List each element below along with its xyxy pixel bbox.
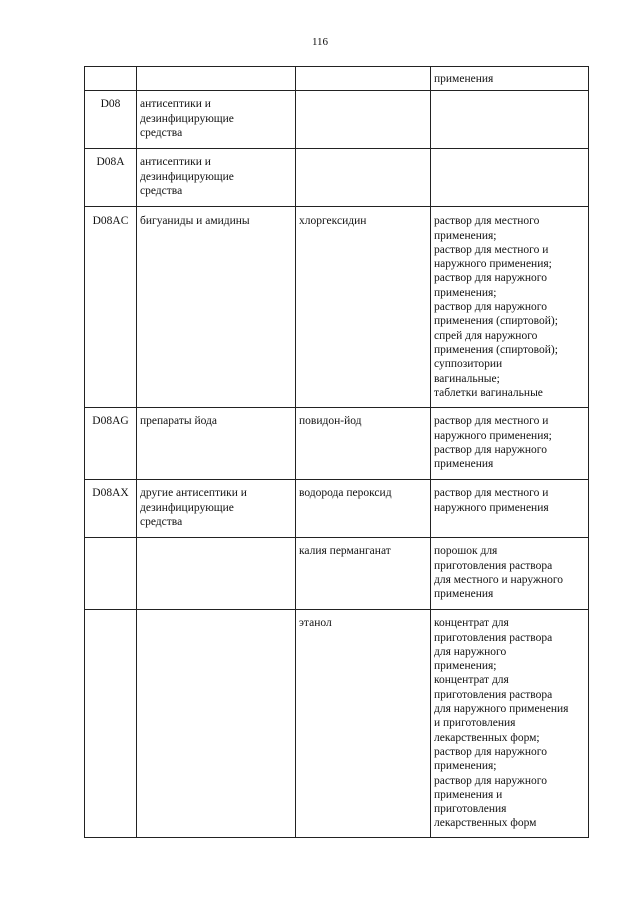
dosage-form-line: применения (434, 73, 494, 85)
page-number: 116 (311, 36, 329, 48)
table-row (85, 610, 589, 838)
dosage-form-line: применения (спиртовой); (434, 315, 558, 328)
dosage-forms-cell (431, 538, 589, 610)
drug-name-cell (296, 67, 431, 91)
drug-name: этанол (299, 617, 332, 630)
atc-code-cell (85, 408, 137, 480)
dosage-forms-cell (431, 67, 589, 91)
dosage-form-line: раствор для местного и (434, 487, 549, 500)
atc-code-cell (85, 67, 137, 91)
table-row (85, 538, 589, 610)
atc-code: D08 (100, 98, 121, 111)
drug-name: калия перманганат (299, 545, 391, 558)
dosage-form-line: для наружного применения (434, 703, 569, 716)
dosage-form-line: раствор для наружного (434, 443, 547, 456)
drug-name: водорода пероксид (299, 487, 392, 500)
drug-name: хлоргексидин (299, 215, 367, 228)
atc-code-cell (85, 207, 137, 408)
dosage-form-line: раствор для наружного (434, 301, 547, 314)
drug-name-cell (296, 610, 431, 838)
dosage-form-line: раствор для местного и (434, 415, 549, 428)
dosage-form-line: раствор для местного (434, 215, 540, 228)
dosage-form-line: для местного и наружного (434, 573, 564, 586)
group-name-line: бигуаниды и амидины (140, 215, 250, 228)
atc-code: D08AC (92, 215, 129, 228)
dosage-form-line: применения (спиртовой); (434, 343, 558, 356)
dosage-form-line: применения; (434, 660, 497, 673)
group-name-line: дезинфицирующие (140, 501, 234, 514)
dosage-form-line: спрей для наружного (434, 329, 538, 342)
dosage-form-line: наружного применения; (434, 429, 552, 442)
table-row (85, 207, 589, 408)
dosage-form-line: раствор для наружного (434, 774, 547, 787)
group-name-line: средства (140, 184, 183, 197)
table-row (85, 149, 589, 207)
dosage-form-line: наружного применения; (434, 258, 552, 271)
group-name-cell (137, 91, 296, 149)
dosage-form-line: раствор для местного и (434, 243, 549, 256)
dosage-form-line: суппозитории (434, 358, 503, 371)
group-name-cell (137, 408, 296, 480)
atc-code: D08AX (92, 487, 129, 500)
atc-code: D08A (96, 156, 125, 169)
dosage-form-line: для наружного (434, 645, 507, 658)
table-row (85, 91, 589, 149)
dosage-forms-cell (431, 149, 589, 207)
group-name-line: препараты йода (140, 415, 217, 428)
atc-code-cell (85, 91, 137, 149)
dosage-forms-cell (431, 91, 589, 149)
atc-code-cell (85, 480, 137, 538)
dosage-form-line: применения (434, 458, 494, 471)
group-name-line: другие антисептики и (140, 487, 247, 500)
group-name-line: средства (140, 515, 183, 528)
dosage-forms-cell (431, 610, 589, 838)
drug-name-cell (296, 480, 431, 538)
group-name-line: антисептики и (140, 98, 211, 111)
drug-classification-table (84, 66, 589, 838)
dosage-forms-cell (431, 480, 589, 538)
dosage-form-line: приготовления раствора (434, 559, 553, 572)
group-name-line: антисептики и (140, 156, 211, 169)
dosage-form-line: применения и (434, 788, 503, 801)
table-row (85, 67, 589, 91)
group-name-cell (137, 538, 296, 610)
dosage-form-line: порошок для (434, 545, 498, 558)
atc-code-cell (85, 538, 137, 610)
dosage-forms-cell (431, 408, 589, 480)
dosage-form-line: приготовления (434, 803, 507, 816)
dosage-forms-cell (431, 207, 589, 408)
drug-name-cell (296, 408, 431, 480)
dosage-form-line: концентрат для (434, 617, 509, 630)
drug-name-cell (296, 91, 431, 149)
atc-code-cell (85, 149, 137, 207)
group-name-line: дезинфицирующие (140, 170, 234, 183)
dosage-form-line: приготовления раствора (434, 631, 553, 644)
dosage-form-line: раствор для наружного (434, 272, 547, 285)
dosage-form-line: применения; (434, 286, 497, 299)
group-name-cell (137, 149, 296, 207)
group-name-cell (137, 610, 296, 838)
dosage-form-line: приготовления раствора (434, 688, 553, 701)
dosage-form-line: наружного применения (434, 501, 549, 514)
group-name-cell (137, 67, 296, 91)
dosage-form-line: и приготовления (434, 717, 516, 730)
dosage-form-line: концентрат для (434, 674, 509, 687)
drug-name: повидон-йод (299, 415, 362, 428)
dosage-form-line: лекарственных форм; (434, 731, 540, 744)
dosage-form-line: применения (434, 588, 494, 601)
drug-name-cell (296, 207, 431, 408)
dosage-form-line: лекарственных форм (434, 817, 537, 830)
dosage-form-line: применения; (434, 229, 497, 242)
drug-name-cell (296, 149, 431, 207)
dosage-form-line: применения; (434, 760, 497, 773)
dosage-form-line: раствор для наружного (434, 745, 547, 758)
group-name-line: средства (140, 126, 183, 139)
group-name-cell (137, 480, 296, 538)
drug-name-cell (296, 538, 431, 610)
dosage-form-line: таблетки вагинальные (434, 386, 543, 399)
atc-code-cell (85, 610, 137, 838)
atc-code: D08AG (92, 415, 129, 428)
group-name-line: дезинфицирующие (140, 112, 234, 125)
table-row (85, 480, 589, 538)
dosage-form-line: вагинальные; (434, 372, 500, 385)
group-name-cell (137, 207, 296, 408)
table-row (85, 408, 589, 480)
